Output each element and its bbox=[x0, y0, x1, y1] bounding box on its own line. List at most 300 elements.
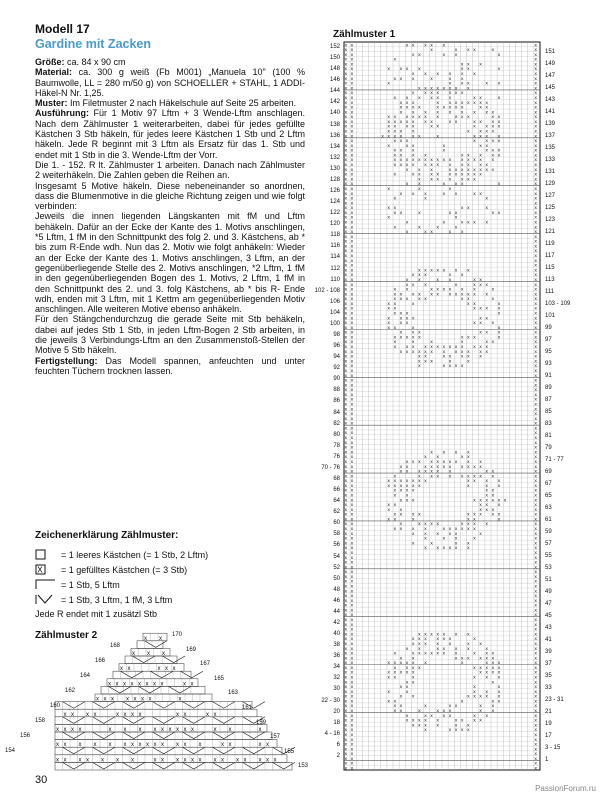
filled-cell: x bbox=[344, 440, 348, 446]
filled-cell: x bbox=[138, 711, 142, 718]
filled-cell: x bbox=[534, 574, 537, 580]
filled-cell: x bbox=[399, 522, 403, 528]
chart2-row bbox=[55, 740, 277, 748]
filled-cell: x bbox=[436, 546, 439, 552]
filled-cell: x bbox=[418, 349, 421, 355]
filled-cell: x bbox=[534, 297, 537, 303]
filled-cell: x bbox=[411, 134, 415, 140]
filled-cell: x bbox=[491, 656, 495, 662]
filled-cell: x bbox=[467, 354, 470, 360]
filled-cell: x bbox=[344, 421, 348, 427]
filled-cell: x bbox=[534, 661, 537, 667]
filled-cell: x bbox=[387, 503, 390, 509]
filled-cell: x bbox=[479, 531, 482, 537]
filled-cell: x bbox=[454, 48, 458, 54]
filled-cell: x bbox=[165, 666, 168, 673]
filled-cell: x bbox=[411, 292, 415, 298]
filled-cell: x bbox=[418, 364, 421, 370]
filled-cell: x bbox=[393, 325, 397, 331]
filled-cell: x bbox=[448, 359, 452, 365]
filled-cell: x bbox=[479, 129, 482, 135]
filled-cell: x bbox=[405, 124, 409, 130]
filled-cell: x bbox=[344, 752, 348, 758]
filled-cell: x bbox=[344, 91, 348, 97]
filled-cell: x bbox=[448, 364, 452, 370]
chart1-row-number: 128 bbox=[329, 176, 340, 183]
filled-cell: x bbox=[350, 301, 354, 307]
filled-cell: x bbox=[350, 81, 354, 87]
filled-cell: x bbox=[411, 43, 415, 49]
filled-cell: x bbox=[350, 431, 354, 437]
filled-cell: x bbox=[350, 148, 354, 154]
filled-cell: x bbox=[399, 464, 403, 470]
chart2-row-number: 167 bbox=[200, 661, 211, 668]
filled-cell: x bbox=[350, 95, 354, 101]
filled-cell: x bbox=[393, 119, 397, 125]
filled-cell: x bbox=[350, 522, 354, 528]
filled-cell: x bbox=[344, 742, 348, 748]
filled-cell: x bbox=[350, 689, 354, 695]
filled-cell: x bbox=[534, 273, 537, 279]
filled-cell: x bbox=[387, 675, 390, 681]
filled-cell: x bbox=[460, 661, 464, 667]
filled-cell: x bbox=[350, 359, 354, 365]
filled-cell: x bbox=[350, 737, 354, 743]
filled-cell: x bbox=[485, 124, 488, 130]
chart1-row-number: 113 bbox=[545, 277, 555, 283]
filled-cell: x bbox=[460, 182, 464, 188]
filled-cell: x bbox=[350, 483, 354, 489]
filled-cell: x bbox=[393, 503, 397, 509]
filled-cell: x bbox=[485, 292, 488, 298]
chart1-row-number: 63 bbox=[545, 505, 552, 511]
filled-cell: x bbox=[350, 397, 354, 403]
filled-cell: x bbox=[473, 100, 476, 106]
filled-cell: x bbox=[454, 345, 458, 351]
filled-cell: x bbox=[460, 153, 464, 159]
filled-cell: x bbox=[411, 718, 415, 724]
filled-cell: x bbox=[479, 354, 482, 360]
filled-cell: x bbox=[467, 694, 470, 700]
filled-cell: x bbox=[424, 163, 427, 169]
chart1-row-number: 70 - 76 bbox=[321, 464, 340, 471]
filled-cell: x bbox=[387, 670, 390, 676]
filled-cell: x bbox=[344, 95, 348, 101]
empty-box-icon bbox=[35, 549, 61, 560]
filled-cell: x bbox=[387, 67, 390, 73]
filled-cell: x bbox=[473, 335, 476, 341]
filled-cell: x bbox=[436, 637, 439, 643]
filled-box-icon bbox=[35, 564, 61, 575]
filled-cell: x bbox=[411, 72, 415, 78]
filled-cell: x bbox=[344, 134, 348, 140]
chart2-row-number: 157 bbox=[270, 734, 281, 741]
filled-cell: x bbox=[138, 742, 142, 749]
filled-cell: x bbox=[344, 292, 348, 298]
filled-cell: x bbox=[467, 129, 470, 135]
filled-cell: x bbox=[344, 436, 348, 442]
filled-cell: x bbox=[534, 230, 537, 236]
filled-cell: x bbox=[344, 426, 348, 432]
chart1-row-number: 45 bbox=[545, 613, 552, 619]
filled-cell: x bbox=[534, 215, 537, 221]
filled-cell: x bbox=[405, 479, 409, 485]
filled-cell: x bbox=[424, 282, 427, 288]
filled-cell: x bbox=[479, 95, 482, 101]
legend-title: Zeichenerklärung Zählmuster: bbox=[35, 530, 179, 541]
chart1-row-number: 95 bbox=[545, 349, 552, 355]
filled-cell: x bbox=[424, 268, 427, 274]
filled-cell: x bbox=[405, 119, 409, 125]
filled-cell: x bbox=[393, 345, 397, 351]
filled-cell: x bbox=[411, 527, 415, 533]
filled-cell: x bbox=[141, 696, 144, 703]
filled-cell: x bbox=[162, 651, 165, 657]
filled-cell: x bbox=[491, 488, 495, 494]
v-stitch bbox=[181, 671, 204, 678]
filled-cell: x bbox=[460, 345, 464, 351]
filled-cell: x bbox=[350, 72, 354, 78]
filled-cell: x bbox=[405, 464, 409, 470]
filled-cell: x bbox=[344, 378, 348, 384]
filled-cell: x bbox=[350, 76, 354, 82]
filled-cell: x bbox=[393, 115, 397, 121]
filled-cell: x bbox=[350, 661, 354, 667]
filled-cell: x bbox=[183, 757, 187, 764]
filled-cell: x bbox=[399, 67, 403, 73]
filled-cell: x bbox=[418, 292, 421, 298]
filled-cell: x bbox=[467, 455, 470, 461]
filled-cell: x bbox=[473, 282, 476, 288]
filled-cell: x bbox=[393, 704, 397, 710]
filled-cell: x bbox=[418, 483, 421, 489]
filled-cell: x bbox=[411, 694, 415, 700]
chart1-row-number: 86 bbox=[333, 398, 340, 405]
filled-cell: x bbox=[405, 115, 409, 121]
filled-cell: x bbox=[350, 560, 354, 566]
chart1-row-number: 42 bbox=[333, 620, 340, 626]
filled-cell: x bbox=[344, 402, 348, 408]
filled-cell: x bbox=[454, 225, 458, 231]
filled-cell: x bbox=[534, 493, 537, 499]
filled-cell: x bbox=[454, 191, 458, 197]
filled-cell: x bbox=[191, 727, 194, 733]
filled-cell: x bbox=[350, 325, 354, 331]
filled-cell: x bbox=[448, 704, 452, 710]
filled-cell: x bbox=[491, 48, 495, 54]
filled-cell: x bbox=[485, 345, 488, 351]
filled-cell: x bbox=[344, 81, 348, 87]
filled-cell: x bbox=[436, 469, 439, 475]
filled-cell: x bbox=[485, 656, 488, 662]
filled-cell: x bbox=[491, 651, 495, 657]
filled-cell: x bbox=[133, 696, 137, 703]
filled-cell: x bbox=[479, 503, 482, 509]
filled-cell: x bbox=[405, 670, 409, 676]
filled-cell: x bbox=[405, 311, 409, 317]
filled-cell: x bbox=[497, 675, 501, 681]
filled-cell: x bbox=[350, 598, 354, 604]
filled-cell: x bbox=[350, 421, 354, 427]
filled-cell: x bbox=[350, 263, 354, 269]
chart1-row-number: 82 bbox=[333, 420, 340, 427]
filled-cell: x bbox=[479, 316, 482, 322]
legend-item bbox=[35, 577, 305, 592]
paragraph-text: Jeweils die innen liegenden Längskanten mit fM und Lftm behäkeln. Dafür an der Ecke der Kante des 1. Motivs anschlingen, *5 Lftm, 1 fM in den Schnittpunkt des folg 2. und 3. Kästchens, ab * bis zum R-Ende wdh. Nun das 2. Motiv wie folgt anhäkeln: Wieder an der Ecke der Kante des 1. Motivs anschlingen, 3 Lftm, an der gegenüberliegende Stelle des 2. Motivs anschlingen, *2 Lftm, 1 fM in den gegenüberliegenden Bogen des 1. Motivs, 2 Lftm, 1 fM in den Schnittpunkt des 2. und 3. folg Kästchens, ab * bis R- Ende wdh, enden mit 3 Lftm, mit 1 Kettm am gegenüberliegenden Motiv anschlingen. Alle weiteren Motive ebenso anhäkeln. bbox=[35, 211, 305, 315]
filled-cell: x bbox=[243, 757, 247, 764]
filled-cell: x bbox=[405, 665, 409, 671]
filled-cell: x bbox=[430, 522, 433, 528]
filled-cell: x bbox=[344, 201, 348, 207]
filled-cell: x bbox=[418, 134, 421, 140]
filled-cell: x bbox=[350, 316, 354, 322]
filled-cell: x bbox=[350, 641, 354, 647]
filled-cell: x bbox=[442, 345, 446, 351]
chart1-row-number: 149 bbox=[545, 61, 556, 67]
v-stitch bbox=[109, 686, 132, 693]
filled-cell: x bbox=[411, 651, 415, 657]
filled-cell: x bbox=[479, 670, 482, 676]
filled-cell: x bbox=[534, 359, 537, 365]
filled-cell: x bbox=[86, 711, 89, 718]
filled-cell: x bbox=[228, 727, 232, 733]
chart2-row-number: 154 bbox=[5, 748, 16, 754]
filled-cell: x bbox=[411, 100, 415, 106]
paragraph-label: Muster: bbox=[35, 98, 68, 109]
filled-cell: x bbox=[454, 182, 458, 188]
filled-cell: x bbox=[344, 503, 348, 509]
filled-cell: x bbox=[424, 230, 427, 236]
filled-cell: x bbox=[418, 115, 421, 121]
filled-cell: x bbox=[138, 681, 141, 688]
filled-cell: x bbox=[534, 325, 537, 331]
filled-cell: x bbox=[96, 696, 99, 703]
v-stitch bbox=[121, 671, 144, 678]
filled-cell: x bbox=[399, 349, 403, 355]
filled-cell: x bbox=[485, 713, 488, 719]
filled-cell: x bbox=[497, 512, 501, 518]
filled-cell: x bbox=[448, 637, 452, 643]
filled-cell: x bbox=[534, 292, 537, 298]
filled-cell: x bbox=[534, 210, 537, 216]
paragraph-label: Fertigstellung: bbox=[35, 355, 98, 366]
chart1-row-number: 87 bbox=[545, 397, 552, 403]
filled-cell: x bbox=[448, 292, 452, 298]
filled-cell: x bbox=[442, 536, 446, 542]
filled-cell: x bbox=[485, 129, 488, 135]
filled-cell: x bbox=[534, 72, 537, 78]
filled-cell: x bbox=[534, 704, 537, 710]
chart1-row-number: 136 bbox=[329, 132, 340, 139]
filled-cell: x bbox=[479, 345, 482, 351]
filled-cell: x bbox=[344, 316, 348, 322]
filled-cell: x bbox=[534, 483, 537, 489]
filled-cell: x bbox=[418, 469, 421, 475]
filled-cell: x bbox=[534, 311, 537, 317]
filled-cell: x bbox=[350, 201, 354, 207]
filled-cell: x bbox=[479, 143, 482, 149]
filled-cell: x bbox=[411, 479, 415, 485]
filled-cell: x bbox=[387, 479, 390, 485]
filled-cell: x bbox=[454, 527, 458, 533]
filled-cell: x bbox=[387, 321, 390, 327]
filled-cell: x bbox=[344, 713, 348, 719]
filled-cell: x bbox=[418, 52, 421, 58]
filled-cell: x bbox=[350, 48, 354, 54]
filled-cell: x bbox=[460, 115, 464, 121]
filled-cell: x bbox=[387, 119, 390, 125]
filled-cell: x bbox=[491, 124, 495, 130]
filled-cell: x bbox=[473, 172, 476, 178]
filled-cell: x bbox=[350, 651, 354, 657]
bracket-icon bbox=[35, 579, 61, 590]
filled-cell: x bbox=[266, 742, 269, 749]
filled-cell: x bbox=[454, 115, 458, 121]
chart1-row-number: 114 bbox=[330, 254, 340, 261]
filled-cell: x bbox=[393, 134, 397, 140]
filled-cell: x bbox=[78, 727, 82, 733]
filled-cell: x bbox=[418, 210, 421, 216]
model-title: Gardine mit Zacken bbox=[35, 37, 152, 51]
filled-cell: x bbox=[467, 220, 470, 226]
filled-cell: x bbox=[467, 450, 470, 456]
filled-cell: x bbox=[350, 191, 354, 197]
filled-cell: x bbox=[424, 119, 427, 125]
filled-cell: x bbox=[479, 459, 482, 465]
chart2-row-number: 158 bbox=[35, 718, 46, 724]
filled-cell: x bbox=[534, 589, 537, 595]
filled-cell: x bbox=[344, 143, 348, 149]
filled-cell: x bbox=[387, 483, 390, 489]
instruction-paragraph bbox=[35, 356, 305, 377]
filled-cell: x bbox=[157, 666, 161, 673]
filled-cell: x bbox=[534, 95, 537, 101]
filled-cell: x bbox=[350, 464, 354, 470]
filled-cell: x bbox=[399, 488, 403, 494]
filled-cell: x bbox=[497, 694, 501, 700]
chart1-row-number: 34 bbox=[333, 664, 340, 671]
chart1-row-number: 93 bbox=[545, 361, 552, 367]
filled-cell: x bbox=[497, 483, 501, 489]
filled-cell: x bbox=[344, 560, 348, 566]
filled-cell: x bbox=[344, 397, 348, 403]
filled-cell: x bbox=[430, 177, 433, 183]
filled-cell: x bbox=[387, 115, 390, 121]
filled-cell: x bbox=[405, 713, 409, 719]
filled-cell: x bbox=[387, 689, 390, 695]
filled-cell: x bbox=[116, 757, 119, 764]
filled-cell: x bbox=[344, 579, 348, 585]
chart1-row-number: 2 bbox=[336, 752, 340, 759]
filled-cell: x bbox=[350, 555, 354, 561]
filled-cell: x bbox=[350, 215, 354, 221]
filled-cell: x bbox=[467, 483, 470, 489]
filled-cell: x bbox=[534, 148, 537, 154]
filled-cell: x bbox=[442, 354, 446, 360]
filled-cell: x bbox=[183, 711, 187, 718]
filled-cell: x bbox=[491, 680, 495, 686]
filled-cell: x bbox=[393, 661, 397, 667]
filled-cell: x bbox=[534, 258, 537, 264]
filled-cell: x bbox=[460, 699, 464, 705]
filled-cell: x bbox=[534, 522, 537, 528]
chart1-row-number: 116 bbox=[330, 243, 340, 250]
filled-cell: x bbox=[405, 167, 409, 173]
filled-cell: x bbox=[448, 469, 452, 475]
filled-cell: x bbox=[448, 110, 452, 116]
filled-cell: x bbox=[350, 182, 354, 188]
filled-cell: x bbox=[350, 177, 354, 183]
filled-cell: x bbox=[399, 661, 403, 667]
chart1-row-number: 18 bbox=[333, 719, 340, 726]
filled-cell: x bbox=[350, 416, 354, 422]
filled-cell: x bbox=[460, 172, 464, 178]
filled-cell: x bbox=[485, 507, 488, 513]
legend-text: = 1 leeres Kästchen (= 1 Stb, 2 Lftm) bbox=[61, 549, 209, 560]
v-stitch bbox=[63, 702, 86, 709]
filled-cell: x bbox=[221, 757, 224, 764]
filled-cell: x bbox=[344, 167, 348, 173]
filled-cell: x bbox=[534, 196, 537, 202]
filled-cell: x bbox=[436, 91, 439, 97]
filled-cell: x bbox=[411, 656, 415, 662]
paragraph-label: Größe: bbox=[35, 57, 65, 67]
chart1-row-number: 40 bbox=[333, 631, 340, 638]
filled-cell: x bbox=[350, 244, 354, 250]
filled-cell: x bbox=[467, 48, 470, 54]
filled-cell: x bbox=[491, 210, 495, 216]
filled-cell: x bbox=[454, 541, 458, 547]
filled-cell: x bbox=[131, 742, 134, 749]
filled-cell: x bbox=[436, 287, 439, 293]
filled-cell: x bbox=[534, 603, 537, 609]
filled-cell: x bbox=[436, 474, 439, 480]
filled-cell: x bbox=[448, 273, 452, 279]
filled-cell: x bbox=[350, 139, 354, 145]
filled-cell: x bbox=[473, 48, 476, 54]
filled-cell: x bbox=[430, 713, 433, 719]
filled-cell: x bbox=[534, 76, 537, 82]
filled-cell: x bbox=[436, 345, 439, 351]
filled-cell: x bbox=[460, 105, 464, 111]
filled-cell: x bbox=[442, 105, 446, 111]
filled-cell: x bbox=[350, 546, 354, 552]
svg-text:X: X bbox=[37, 565, 43, 575]
filled-cell: x bbox=[393, 210, 397, 216]
chart2-row-number: 166 bbox=[95, 658, 106, 664]
filled-cell: x bbox=[473, 292, 476, 298]
filled-cell: x bbox=[430, 124, 433, 130]
filled-cell: x bbox=[350, 527, 354, 533]
filled-cell: x bbox=[418, 268, 421, 274]
filled-cell: x bbox=[534, 613, 537, 619]
filled-cell: x bbox=[442, 546, 446, 552]
filled-cell: x bbox=[473, 301, 476, 307]
filled-cell: x bbox=[198, 742, 202, 749]
filled-cell: x bbox=[387, 306, 390, 312]
filled-cell: x bbox=[405, 689, 409, 695]
filled-cell: x bbox=[430, 345, 433, 351]
filled-cell: x bbox=[344, 613, 348, 619]
filled-cell: x bbox=[460, 177, 464, 183]
filled-cell: x bbox=[411, 488, 415, 494]
filled-cell: x bbox=[344, 704, 348, 710]
filled-cell: x bbox=[418, 95, 421, 101]
filled-cell: x bbox=[344, 153, 348, 159]
filled-cell: x bbox=[473, 134, 476, 140]
filled-cell: x bbox=[436, 459, 439, 465]
filled-cell: x bbox=[448, 354, 452, 360]
